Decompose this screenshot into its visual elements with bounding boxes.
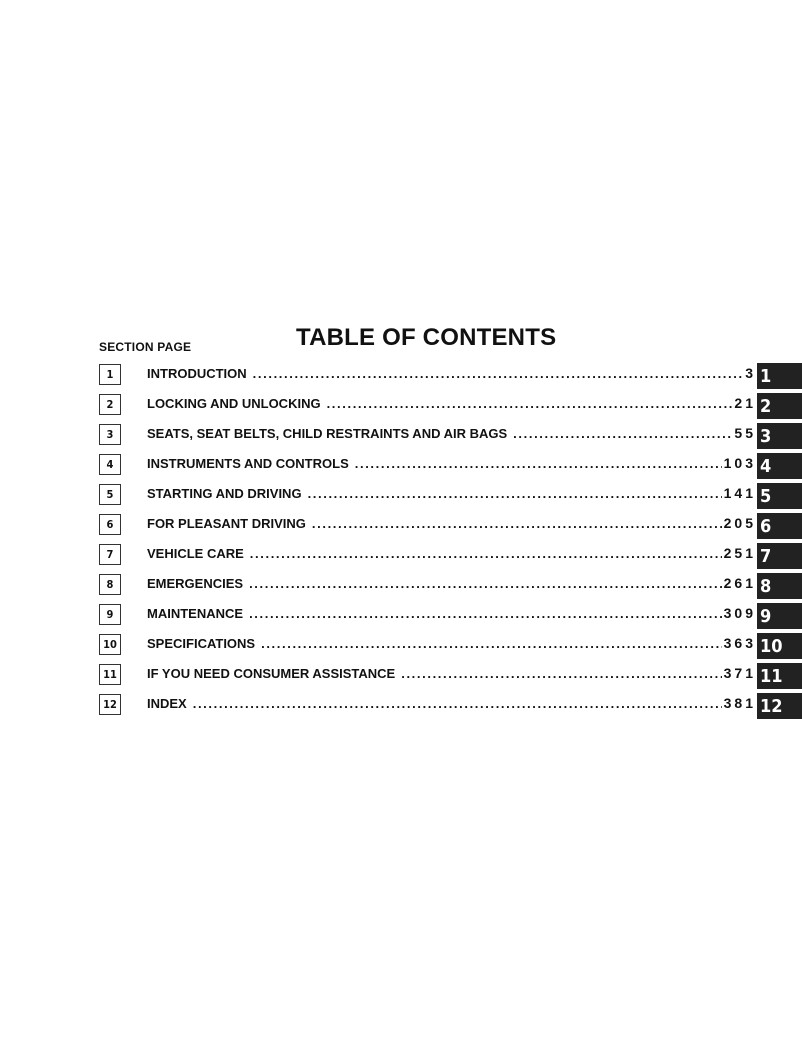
toc-page-number: 309 — [723, 605, 756, 621]
section-number-box: 3 — [99, 424, 121, 445]
section-number-box: 9 — [99, 604, 121, 625]
toc-row-9[interactable] — [0, 603, 802, 633]
toc-entry[interactable] — [147, 695, 756, 715]
toc-row-11[interactable] — [0, 663, 802, 693]
toc-page-number: 363 — [723, 635, 756, 651]
dot-leader — [401, 666, 721, 681]
toc-entry-label[interactable]: FOR PLEASANT DRIVING — [147, 516, 306, 531]
toc-page-number: 103 — [723, 455, 756, 471]
toc-entry[interactable] — [147, 425, 756, 445]
section-number-box: 10 — [99, 634, 121, 655]
toc-page-number: 381 — [723, 695, 756, 711]
section-tab[interactable]: 9 — [757, 603, 802, 629]
section-tab[interactable]: 6 — [757, 513, 802, 539]
table-of-contents — [0, 363, 802, 723]
section-tab[interactable]: 4 — [757, 453, 802, 479]
toc-entry[interactable] — [147, 485, 756, 505]
dot-leader — [250, 546, 722, 561]
toc-page-number: 3 — [745, 365, 756, 381]
section-number-box: 4 — [99, 454, 121, 475]
section-number-box: 2 — [99, 394, 121, 415]
toc-page-number: 141 — [723, 485, 756, 501]
toc-entry-label[interactable]: LOCKING AND UNLOCKING — [147, 396, 321, 411]
toc-entry-label[interactable]: SEATS, SEAT BELTS, CHILD RESTRAINTS AND AIR BAGS — [147, 426, 508, 441]
dot-leader — [327, 396, 733, 411]
toc-row-1[interactable] — [0, 363, 802, 393]
toc-page-number: 55 — [734, 425, 756, 441]
toc-entry-label[interactable]: INSTRUMENTS AND CONTROLS — [147, 456, 349, 471]
toc-row-4[interactable] — [0, 453, 802, 483]
section-tab[interactable]: 5 — [757, 483, 802, 509]
dot-leader — [308, 486, 722, 501]
toc-row-12[interactable] — [0, 693, 802, 723]
section-tab[interactable]: 3 — [757, 423, 802, 449]
toc-entry[interactable] — [147, 575, 756, 595]
section-number-box: 12 — [99, 694, 121, 715]
toc-entry[interactable] — [147, 635, 756, 655]
toc-row-2[interactable] — [0, 393, 802, 423]
toc-row-6[interactable] — [0, 513, 802, 543]
toc-page-number: 371 — [723, 665, 756, 681]
section-tab[interactable]: 11 — [757, 663, 802, 689]
section-page-label: SECTION PAGE — [99, 340, 192, 354]
dot-leader — [513, 426, 732, 441]
toc-page-number: 251 — [723, 545, 756, 561]
dot-leader — [193, 696, 722, 711]
toc-row-8[interactable] — [0, 573, 802, 603]
section-number-box: 11 — [99, 664, 121, 685]
toc-entry[interactable] — [147, 605, 756, 625]
toc-entry-label[interactable]: STARTING AND DRIVING — [147, 486, 302, 501]
toc-row-3[interactable] — [0, 423, 802, 453]
section-tab[interactable]: 12 — [757, 693, 802, 719]
toc-entry[interactable] — [147, 455, 756, 475]
dot-leader — [249, 576, 722, 591]
toc-row-10[interactable] — [0, 633, 802, 663]
section-tab[interactable]: 8 — [757, 573, 802, 599]
toc-entry-label[interactable]: INTRODUCTION — [147, 366, 247, 381]
toc-page-number: 261 — [723, 575, 756, 591]
dot-leader — [355, 456, 722, 471]
toc-entry-label[interactable]: SPECIFICATIONS — [147, 636, 256, 651]
toc-row-5[interactable] — [0, 483, 802, 513]
toc-entry[interactable] — [147, 545, 756, 565]
section-tab[interactable]: 2 — [757, 393, 802, 419]
section-number-box: 7 — [99, 544, 121, 565]
dot-leader — [249, 606, 722, 621]
section-tab[interactable]: 10 — [757, 633, 802, 659]
toc-entry-label[interactable]: EMERGENCIES — [147, 576, 244, 591]
toc-page-number: 21 — [734, 395, 756, 411]
toc-entry[interactable] — [147, 365, 756, 385]
section-number-box: 1 — [99, 364, 121, 385]
dot-leader — [261, 636, 722, 651]
section-tab[interactable]: 7 — [757, 543, 802, 569]
section-number-box: 5 — [99, 484, 121, 505]
toc-entry-label[interactable]: VEHICLE CARE — [147, 546, 244, 561]
dot-leader — [253, 366, 744, 381]
toc-entry-label[interactable]: IF YOU NEED CONSUMER ASSISTANCE — [147, 666, 396, 681]
toc-entry-label[interactable]: MAINTENANCE — [147, 606, 244, 621]
section-number-box: 6 — [99, 514, 121, 535]
dot-leader — [312, 516, 722, 531]
section-number-box: 8 — [99, 574, 121, 595]
toc-page-number: 205 — [723, 515, 756, 531]
page-title: TABLE OF CONTENTS — [296, 324, 557, 351]
toc-entry[interactable] — [147, 395, 756, 415]
section-tab[interactable]: 1 — [757, 363, 802, 389]
toc-entry[interactable] — [147, 665, 756, 685]
toc-row-7[interactable] — [0, 543, 802, 573]
toc-entry[interactable] — [147, 515, 756, 535]
toc-entry-label[interactable]: INDEX — [147, 696, 187, 711]
